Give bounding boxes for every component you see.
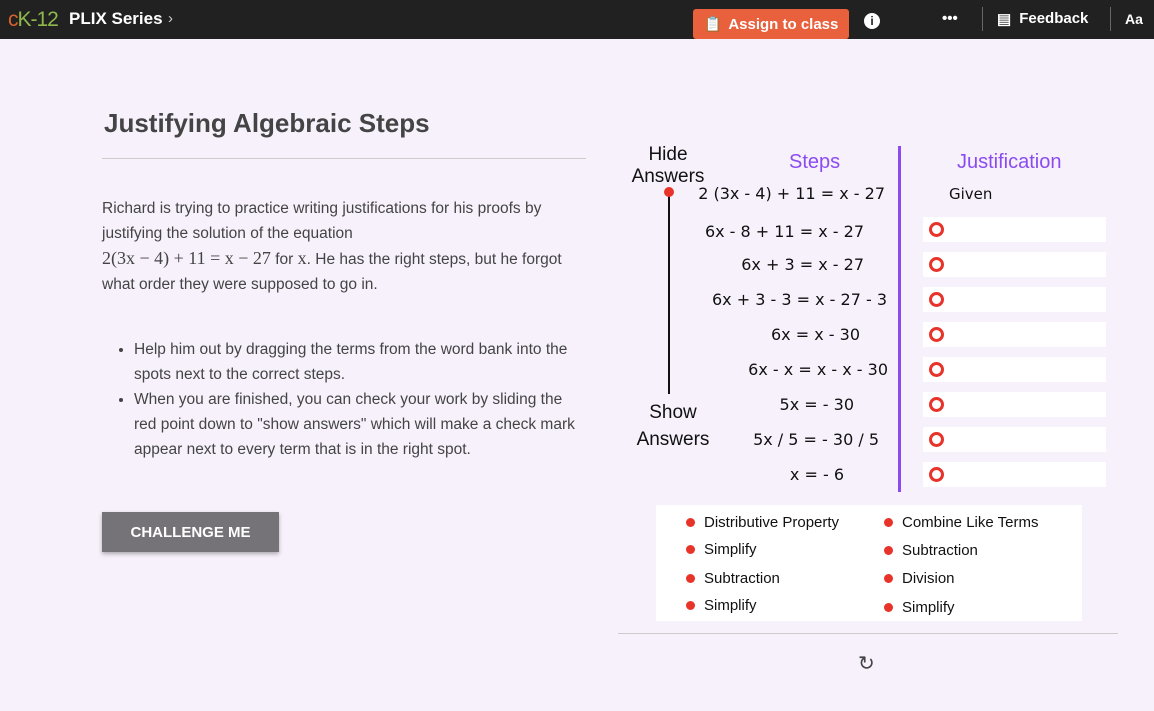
drop-point-icon xyxy=(929,467,944,482)
assign-to-class-button[interactable]: 📋 Assign to class xyxy=(693,9,849,39)
step: 5x = - 30 xyxy=(779,395,854,414)
step: 6x - x = x - x - 30 xyxy=(748,360,888,379)
more-icon[interactable]: ••• xyxy=(942,10,958,27)
drop-point-icon xyxy=(929,257,944,272)
step: 2 (3x - 4) + 11 = x - 27 xyxy=(698,184,885,203)
justification-slot[interactable] xyxy=(923,392,1106,417)
ck12-logo[interactable]: cK-12 xyxy=(8,8,58,31)
step: 6x = x - 30 xyxy=(771,325,860,344)
clipboard-icon: 📋 xyxy=(703,16,723,33)
word-bank-term[interactable]: Combine Like Terms xyxy=(884,514,1038,531)
divider xyxy=(618,633,1118,634)
justification-slot[interactable] xyxy=(923,252,1106,277)
justification-slot[interactable] xyxy=(923,427,1106,452)
justification-slot[interactable] xyxy=(923,357,1106,382)
intro-paragraph: Richard is trying to practice writing justifications for his proofs by justifying the solution of the equation 2(3x − 4) + 11 = x − 27 for x. He has the right steps, but he forgot what order they were supposed to go in. xyxy=(102,200,562,293)
instruction-item: • Help him out by dragging the terms from the word bank into the spots next to the correct steps. xyxy=(134,337,586,387)
answer-slider-point[interactable] xyxy=(664,187,674,197)
challenge-me-button[interactable]: CHALLENGE ME xyxy=(102,512,279,552)
step: 6x + 3 - 3 = x - 27 - 3 xyxy=(711,290,887,309)
word-bank-term[interactable]: Distributive Property xyxy=(686,514,839,531)
word-bank-term[interactable]: Subtraction xyxy=(686,570,780,587)
top-bar xyxy=(0,0,1154,39)
feedback-icon: ▤ xyxy=(997,11,1012,28)
justification-slot[interactable] xyxy=(923,287,1106,312)
justification-slot[interactable] xyxy=(923,462,1106,487)
word-bank-term[interactable]: Division xyxy=(884,570,955,587)
steps-header: Steps xyxy=(789,151,841,173)
drop-point-icon xyxy=(929,222,944,237)
justification-slot[interactable] xyxy=(923,217,1106,242)
interactive-panel xyxy=(618,140,1118,675)
hide-answers-label: Hide Answers xyxy=(631,144,705,187)
given-justification: Given xyxy=(949,185,993,203)
chevron-right-icon: › xyxy=(168,10,173,27)
word-bank-term[interactable]: Simplify xyxy=(686,597,757,614)
plix-series-link[interactable]: PLIX Series xyxy=(69,9,163,28)
drop-point-icon xyxy=(929,327,944,342)
feedback-button[interactable]: ▤ Feedback xyxy=(997,10,1089,28)
column-divider xyxy=(898,146,901,492)
step: 6x - 8 + 11 = x - 27 xyxy=(704,222,864,241)
answer-slider-track[interactable] xyxy=(668,190,670,394)
instruction-item: • When you are finished, you can check your work by sliding the red point down to "show answers" which will make a check mark appear next to every term that is in the right spot. xyxy=(134,387,586,462)
equation: 2(3x − 4) + 11 = x − 27 xyxy=(102,248,271,268)
drop-point-icon xyxy=(929,432,944,447)
instructions-list xyxy=(134,337,586,462)
step: 6x + 3 = x - 27 xyxy=(741,255,864,274)
drop-point-icon xyxy=(929,362,944,377)
step: x = - 6 xyxy=(789,465,844,484)
word-bank-term[interactable]: Subtraction xyxy=(884,542,978,559)
page-title: Justifying Algebraic Steps xyxy=(104,108,430,138)
info-icon[interactable]: i xyxy=(864,13,880,29)
word-bank-term[interactable]: Simplify xyxy=(884,599,955,616)
step: 5x / 5 = - 30 / 5 xyxy=(753,430,879,449)
justification-header: Justification xyxy=(957,151,1062,173)
word-bank-term[interactable]: Simplify xyxy=(686,541,757,558)
justification-slot[interactable] xyxy=(923,322,1106,347)
divider xyxy=(102,158,586,159)
drop-point-icon xyxy=(929,292,944,307)
show-answers-label: Show Answers xyxy=(636,402,710,450)
drop-point-icon xyxy=(929,397,944,412)
reset-icon[interactable]: ↻ xyxy=(858,651,875,675)
divider xyxy=(982,7,983,31)
word-bank xyxy=(656,505,1082,621)
font-size-button[interactable]: Aa xyxy=(1125,11,1143,27)
divider xyxy=(1110,7,1111,31)
